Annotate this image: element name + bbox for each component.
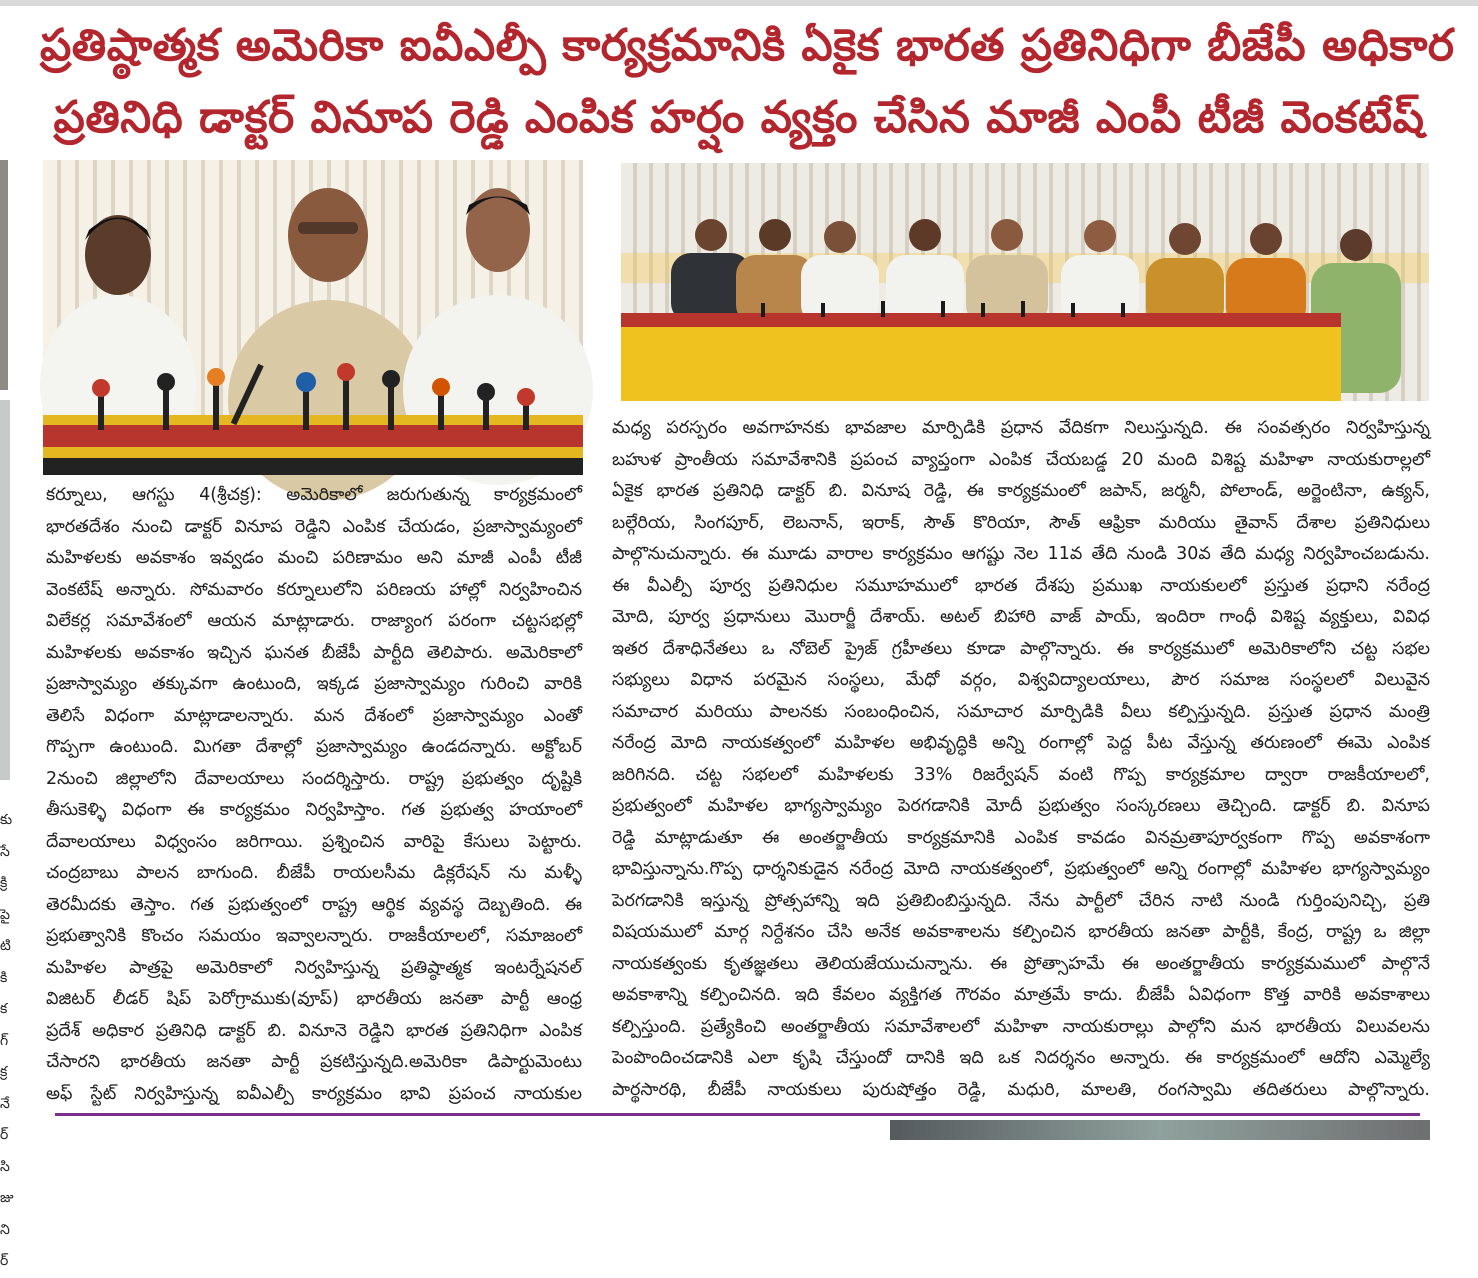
right-column-line: ఇతర దేశాధినేతలు ఒ నోబెల్ ప్రైజ్ గ్రహీతలు కూడా పాల్గొన్నారు. ఈ కార్యక్రములో అమెరికాలోని చట్ట సభల — [612, 638, 1430, 659]
adjacent-photo-fragment-2 — [0, 400, 10, 780]
right-column-line: మధ్య పరస్పరం అవగాహనకు భావజాల మార్పిడికి ప్రధాన వేదికగా నిలుస్తున్నది. ఈ సంవత్సరం నిర్వహిస్తున్న — [612, 418, 1430, 438]
panel-illustration — [621, 163, 1429, 401]
left-column-line: భారతదేశం నుంచి డాక్టర్ వినూప రెడ్డిని ఎంపిక చేయడం, ప్రజాస్వామ్యంలో — [46, 516, 582, 537]
article-body-right-column — [612, 413, 1430, 1106]
adjacent-text-char: ని — [0, 1221, 10, 1238]
right-column-line: బహుళ ప్రాంతీయ సమావేశానికి ప్రపంచ వ్యాప్తంగా ఎంపిక చేయబడ్డ 20 మంది విశిష్ట మహిళా నాయకురాల్లలో — [612, 449, 1430, 470]
left-column-line: వెంకటేష్ అన్నారు. సోమవారం కర్నూలులోని పరిణయ హాల్లో నిర్వహించిన — [46, 579, 582, 600]
left-column-line: తీసుకెళ్ళి విధంగా ఈ కార్యక్రమం నిర్వహిస్తాం. గత ప్రభుత్వ హయాంలో — [46, 800, 582, 820]
right-column-line: బల్గేరియ, సింగపూర్, లెబనాన్, ఇరాక్, సౌత్ కొరియా, సౌత్ ఆఫ్రికా మరియు తైవాన్ దేశాల ప్రతినిధులు — [612, 512, 1430, 533]
right-column-line: సమాచార మరియు పాలనకు సంబంధించిన, సమాచార మార్పిడికి వీలు కల్పిస్తున్నది. ప్రస్తుత ప్రధాన మంత్రి — [612, 701, 1430, 722]
right-column-line: విషయములో మార్గ నిర్దేశనం చేసి అనేక అవకాశాలను కల్పించిన భారతీయ జనతా పార్టీకి, కేంద్ర, రాష్ట్ర ఒ జిల్లా — [612, 922, 1430, 942]
adjacent-text-char: క్ర — [0, 1064, 8, 1080]
left-column-line: ప్రభుత్వానికి కొంచం సమయం ఇవ్వాలన్నారు. రాజకీయాలలో, సమాజంలో — [46, 926, 582, 946]
left-column-line: విలేకర్ల సమావేశంలో ఆయన మాట్లాడారు. రాజ్యాంగ పరంగా చట్టసభల్లో — [46, 611, 582, 631]
adjacent-text-char: క — [0, 1001, 8, 1017]
section-divider — [55, 1113, 1420, 1116]
right-column-line: అవకాశాన్ని కల్పించినది. ఇది కేవలం వ్యక్తిగత గౌరవం మాత్రమే కాదు. బీజేపీ ఏవిధంగా కొత్త వారికి అవకాశాలు — [612, 985, 1430, 1005]
right-column-line: పార్థసారథి, బీజేపీ నాయకులు పురుషోత్తం రెడ్డి, మధురి, మాలతి, రంగస్వామి తదితరులు పాల్గొన్నారు. — [612, 1079, 1430, 1100]
left-column-line: గొప్పగా ఉంటుంది. మిగతా దేశాల్లో ప్రజాస్వామ్యం ఉండదన్నారు. అక్టోబర్ — [46, 737, 582, 757]
right-column-line: పాల్గొనుచున్నారు. ఈ మూడు వారాల కార్యక్రమం ఆగష్టు నెల 11వ తేది నుండి 30వ తేది మధ్య నిర్వహించబడును. — [612, 544, 1430, 564]
right-column-line: నరేంద్ర మోది నాయకత్వంలో మహిళల అభివృద్ధికి అన్ని రంగాల్లో పెద్ద పీట వేస్తున్న తరుణంలో ఈమె ఎంపిక — [612, 733, 1430, 753]
adjacent-text-char: కు — [0, 812, 13, 828]
panel-photo — [621, 163, 1429, 401]
left-column-line: మహిళల పాత్రపై అమెరికాలో నిర్వహిస్తున్న ప్రతిష్ఠాత్మక ఇంటర్నేషనల్ — [46, 957, 582, 978]
adjacent-text-char: సి — [0, 1158, 10, 1175]
right-column-line: జరిగినది. చట్ట సభలలో మహిళలకు 33% రిజర్వేషన్ వంటి గొప్ప కార్యక్రమాల ద్వారా రాజకీయాలలో, — [612, 764, 1430, 785]
adjacent-text-char: జు — [0, 1190, 14, 1206]
right-column-line: పెంపొందించడానికి ఎలా కృషి చేస్తుందో దానికి ఇది ఒక నిదర్శనం అన్నారు. ఈ కార్యక్రమంలో ఆదోని ఎమ్మెల్యే — [612, 1048, 1430, 1068]
adjacent-text-char: పై — [0, 906, 10, 923]
right-column-line: పెరగడానికి ఇస్తున్న ప్రోత్సహాన్ని ఇది ప్రతిబింబిస్తున్నది. నేను పార్టీలో చేరిన నాటి నుండి గుర్తింపునిచ్చి, ప్రతి — [612, 890, 1430, 911]
left-column-line: దేవాలయాలు విధ్వంసం జరిగాయి. ప్రశ్నించిన వారిపై కేసులు పెట్టారు. — [46, 831, 582, 852]
press-meet-illustration — [43, 160, 583, 475]
headline — [40, 10, 1455, 154]
left-column-line: చంద్రబాబు పాలన బాగుంది. బీజేపీ రాయలసీమ డిక్లరేషన్ ను మళ్ళీ — [46, 863, 582, 883]
left-column-line: విజిటర్ లీడర్ షిప్ పెరోగ్రాముకు(వూప్) భారతీయ జనతా పార్టీ ఆంధ్ర — [46, 989, 582, 1009]
adjacent-text-fragment — [0, 805, 16, 1278]
left-column-line: ప్రజాస్వామ్యం తక్కువగా ఉంటుంది, ఇక్కడ ప్రజాస్వామ్యం గురించి వారికి — [46, 674, 582, 694]
right-column-line: మోది, పూర్వ ప్రధానులు మొరార్జీ దేశాయ్. అటల్ బిహారి వాజ్ పాయ్, ఇందిరా గాంధీ విశిష్ట వ్యక్తులు, వివిధ — [612, 607, 1430, 627]
left-column-line: ప్రదేశ్ అధికార ప్రతినిధి డాక్టర్ బి. వినూనె రెడ్డిని భారత ప్రతినిధిగా ఎంపిక — [46, 1020, 582, 1041]
left-column-line: కర్నూలు, ఆగస్టు 4(శ్రీచక్ర): అమెరికాలో జరుగుతున్న కార్యక్రమంలో — [46, 485, 582, 505]
left-column-line: తెలిసే విధంగా మాట్లాడాలన్నారు. మన దేశంలో ప్రజాస్వామ్యం ఎంతో — [46, 705, 582, 726]
article-body-left-column — [46, 480, 582, 1110]
next-article-fragment — [110, 1124, 710, 1140]
previous-article-strip — [0, 0, 1478, 6]
adjacent-text-char: నే — [0, 1095, 10, 1112]
right-column-line: ఏకైక భారత ప్రతినిధి డాక్టర్ బి. వినూష రెడ్డి, ఈ కార్యక్రమంలో జపాన్, జర్మనీ, పోలాండ్, అర్జెంటినా, ఉక్యన్, — [612, 481, 1430, 501]
left-column-line: తెరమీదకు తెస్తాం. గత ప్రభుత్వంలో రాష్ట్ర ఆర్థిక వ్యవస్థ దెబ్బతింది. ఈ — [46, 894, 582, 915]
adjacent-text-char: ర్ — [0, 1253, 9, 1269]
left-column-line: 2నుంచి జిల్లాలోని దేవాలయాలు సందర్శిస్తారు. రాష్ట్ర ప్రభుత్వం దృష్టికి — [46, 768, 582, 789]
adjacent-text-char: సే — [0, 843, 10, 860]
headline-line-1: ప్రతిష్ఠాత్మక అమెరికా ఐవీఎల్పీ కార్యక్రమానికి ఏకైక భారత ప్రతినిధిగా బీజేపీ అధికార — [40, 20, 1455, 71]
adjacent-text-char: క్రి — [0, 875, 8, 891]
headline-line-2: ప్రతినిధి డాక్టర్ వినూప రెడ్డి ఎంపిక హర్షం వ్యక్తం చేసిన మాజీ ఎంపీ టీజీ వెంకటేష్ — [53, 92, 1425, 143]
right-column-line: కల్పిస్తుంది. ప్రత్యేకించి అంతర్జాతీయ సమావేశాలలో మహిళా నాయకురాల్లు పాల్గోని మన భారతీయ విలువలను — [612, 1016, 1430, 1037]
next-article-photo-fragment — [890, 1120, 1430, 1140]
adjacent-column-fragment — [0, 150, 16, 1269]
press-meet-photo — [43, 160, 583, 475]
right-column-line: నాయకత్వంకు కృతజ్ఞతలు తెలియజేయుచున్నాను. ఈ ప్రోత్సాహమే ఈ అంతర్జాతీయ కార్యక్రమములో పాల్గొనే — [612, 953, 1430, 974]
left-column-line: మహిళలకు అవకాశం ఇవ్వడం మంచి పరిణామం అని మాజీ ఎంపీ టీజీ — [46, 548, 582, 568]
adjacent-text-char: ర్ — [0, 1127, 9, 1143]
right-column-line: భావిస్తున్నాను.గొప్ప ధార్శనికుడైన నరేంద్ర మోది నాయకత్వంలో, ప్రభుత్వంలో అన్ని రంగాల్లో మహిళల భాగ్యస్వామ్యం — [612, 859, 1430, 879]
left-column-line: చేసారని భారతీయ జనతా పార్టీ ప్రకటిస్తున్నది.అమెరికా డిపార్టుమెంటు — [46, 1052, 582, 1072]
right-column-line: ఈ వీఎల్పీ పూర్వ ప్రతినిధుల సమూహములో భారత దేశపు ప్రముఖ నాయకులలో ప్రస్తుత ప్రధాని నరేంద్ర — [612, 575, 1430, 596]
left-column-line: మహిళలకు అవకాశం ఇచ్చిన ఘనత బీజేపీ పార్టీది తెలిపారు. అమెరికాలో — [46, 642, 582, 663]
adjacent-text-char: కి — [0, 969, 8, 986]
adjacent-text-char: గ్ — [0, 1032, 9, 1049]
right-column-line: ప్రభుత్వంలో మహిళల భాగ్యస్వామ్యం పెరగడానికి మోదీ ప్రభుత్వం సంస్కరణలు తెచ్చింది. డాక్టర్ బి. వినూప — [612, 796, 1430, 816]
right-column-line: సభ్యులు విధాన పరమైన సంస్థలు, మేధో వర్గం, విశ్వవిద్యాలయాలు, పౌర సమాజ సంస్థలలో విలువైన — [612, 670, 1430, 690]
adjacent-photo-fragment — [0, 160, 8, 390]
left-column-line: అఫ్ స్టేట్ నిర్వహిస్తున్న ఐవీఎల్పీ కార్యక్రమం భావి ప్రపంచ నాయకుల — [46, 1083, 582, 1104]
adjacent-text-char: టి — [0, 938, 11, 954]
right-column-line: రెడ్డి మాట్లాడుతూ ఈ అంతర్జాతీయ కార్యక్రమానికి ఎంపిక కావడం వినమ్రతాపూర్వకంగా గొప్ప అవకాశంగా — [612, 827, 1430, 848]
